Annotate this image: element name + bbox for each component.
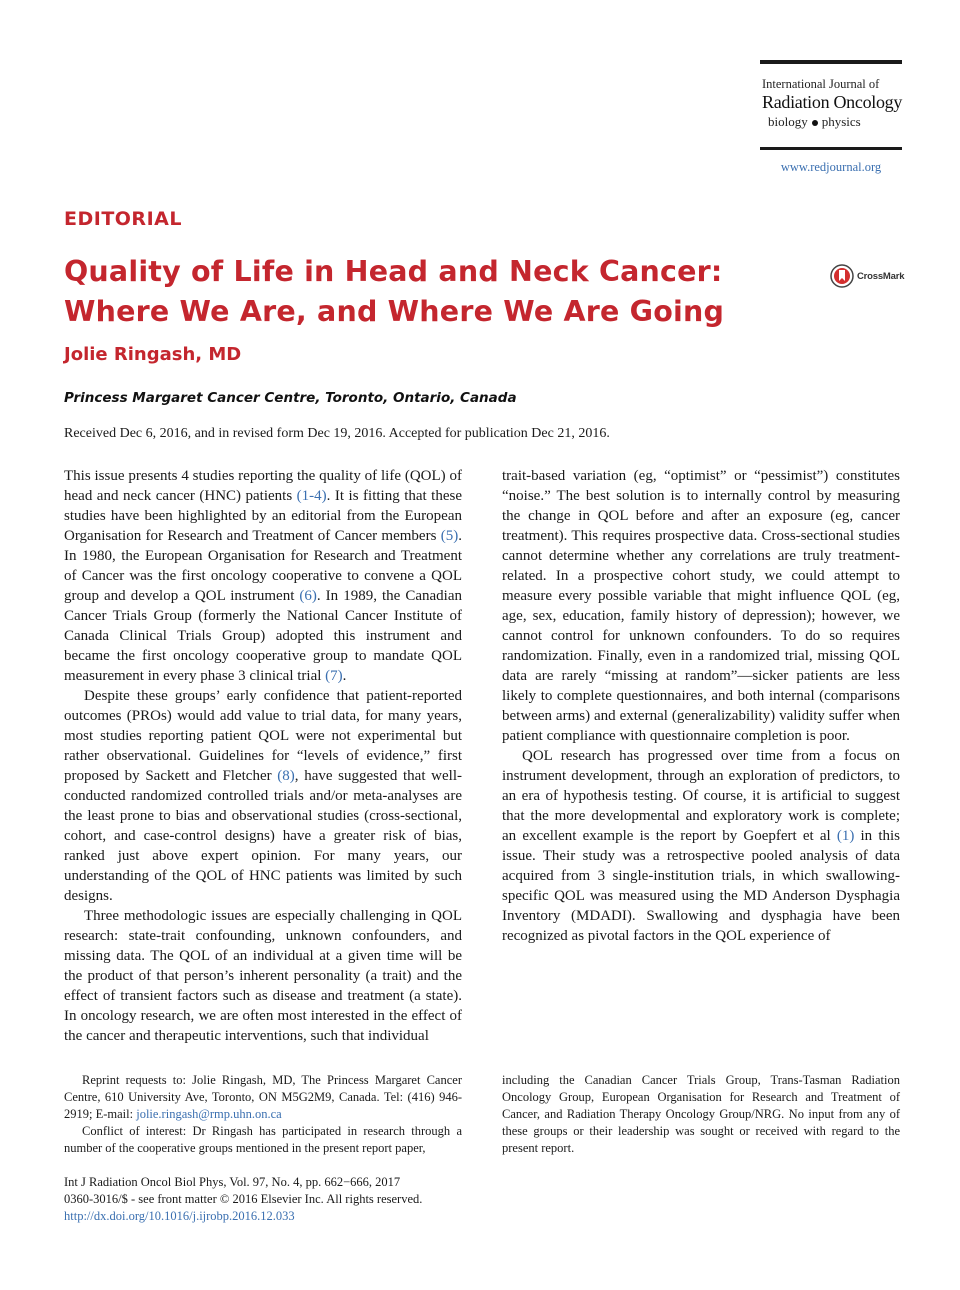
- reference-link[interactable]: (5): [440, 528, 459, 544]
- journal-header-top-rule: [760, 60, 902, 64]
- body-column-left: [64, 466, 462, 1046]
- reprint-text: Reprint requests to: Jolie Ringash, MD, The Princess Margaret Cancer Centre, 610 University Ave, Toronto, ON M5G2M9, Canada. Tel: (416) 946-2919; E-mail:: [64, 1073, 462, 1121]
- reference-link[interactable]: (7): [325, 668, 343, 684]
- body-column-right: [502, 466, 900, 946]
- paragraph-1-text-e: .: [342, 668, 347, 684]
- footnotes-right: [502, 1072, 900, 1157]
- doi-link[interactable]: http://dx.doi.org/10.1016/j.ijrobp.2016.12.033: [64, 1209, 295, 1223]
- journal-logo: [762, 78, 912, 128]
- citation-line: Int J Radiation Oncol Biol Phys, Vol. 97, No. 4, pp. 662−666, 2017: [64, 1175, 401, 1189]
- paragraph-1-text-b: . It is fitting that these studies have been highlighted by an editorial from the European Organisation for Research and Treatment of Cancer members: [64, 488, 462, 544]
- paragraph-2-text-b: , have suggested that well-conducted randomized controlled trials and/or meta-analyses are the least prone to bias and observational studies (cross-sectional, cohort, and case-control designs) have a greater risk of bias, ranked just above expert opinion. For many years, our understanding of the QOL of HNC patients was limited by such designs.: [64, 768, 462, 904]
- footnotes-left: [64, 1072, 462, 1157]
- article-title: Quality of Life in Head and Neck Cancer: Where We Are, and Where We Are Going: [64, 255, 725, 328]
- journal-header-bottom-rule: [760, 147, 902, 150]
- journal-subtitle-physics: physics: [821, 113, 861, 129]
- paragraph-3-part-1: Three methodologic issues are especially challenging in QOL research: state-trait confounding, unknown confounders, and missing data. The QOL of an individual at a given time will be the product of that person’s inherent personality (a trait) and the effect of transient factors such as disease and treatment (a state). In oncology research, we are often most interested in the effect of the cancer and therapeutic interventions, such that individual: [64, 908, 462, 1044]
- paragraph-1-text-d: . In 1989, the Canadian Cancer Trials Group (formerly the National Cancer Institute of Canada Clinical Trials Group) adopted this instrument and became the first oncology cooperative group to mandate QOL measurement in every phase 3 clinical trial: [64, 588, 462, 684]
- paragraph-2: [64, 686, 462, 906]
- paragraph-1: [64, 466, 462, 686]
- paragraph-2-text-a: Despite these groups’ early confidence that patient-reported outcomes (PROs) would add value to trial data, for many years, most studies reporting patient QOL were not experimental but rather observational. Guidelines for “levels of evidence,” first proposed by Sackett and Fletcher: [64, 688, 462, 784]
- reference-link[interactable]: (8): [277, 768, 295, 784]
- journal-name-line3: [762, 115, 912, 128]
- conflict-of-interest-part-1: Conflict of interest: Dr Ringash has participated in research through a number of the cooperative groups mentioned in the present report paper,: [64, 1124, 462, 1155]
- paragraph-4: [502, 746, 900, 946]
- citation-footer: [64, 1174, 484, 1225]
- section-label: EDITORIAL: [64, 208, 182, 230]
- crossmark-label: CrossMark: [857, 270, 905, 282]
- received-dates: Received Dec 6, 2016, and in revised form Dec 19, 2016. Accepted for publication Dec 21, 2016.: [64, 426, 610, 441]
- journal-subtitle-biology: biology: [768, 113, 808, 129]
- crossmark-button[interactable]: [830, 262, 910, 290]
- email-link[interactable]: jolie.ringash@rmp.uhn.on.ca: [136, 1107, 282, 1121]
- paragraph-1-text-a: This issue presents 4 studies reporting the quality of life (QOL) of head and neck cancer (HNC) patients: [64, 468, 462, 504]
- conflict-of-interest-part-2: including the Canadian Cancer Trials Group, Trans-Tasman Radiation Oncology Group, European Organisation for Research and Treatment of Cancer, and Radiation Therapy Oncology Group/NRG. No input from any of these groups or their leadership was sought or received with regard to the present report.: [502, 1073, 900, 1155]
- bullet-icon: [812, 120, 818, 126]
- journal-name-line2: Radiation Oncology: [762, 91, 903, 112]
- reference-link[interactable]: (1-4): [296, 488, 327, 504]
- journal-name-line1: International Journal of: [762, 77, 880, 91]
- reference-link[interactable]: (6): [299, 588, 317, 604]
- reprint-requests: [64, 1072, 462, 1123]
- reference-link[interactable]: (1): [836, 828, 855, 844]
- paragraph-3-part-2: trait-based variation (eg, “optimist” or “pessimist”) constitutes “noise.” The best solution is to internally control by measuring the change in QOL before and after an exposure (eg, cancer treatment). This requires prospective data. Cross-sectional studies cannot determine whether any correlations are truly treatment-related. In a prospective cohort study, we could attempt to measure every possible variable that might influence QOL (eg, age, sex, education, family history of depression); however, we cannot control for unknown confounders. To do so requires randomization. Finally, even in a randomized trial, missing QOL data are rarely “missing at random”—sicker patients are less likely to complete questionnaires, and both internal (comparisons between arms) and external (generalizability) validity suffer when patient compliance with questionnaire completion is poor.: [502, 468, 900, 744]
- paragraph-4-text-b: in this issue. Their study was a retrospective pooled analysis of data acquired from 3 single-institution trials, in which swallowing-specific QOL was measured using the MD Anderson Dysphagia Inventory (MDADI). Swallowing and dysphagia have been recognized as pivotal factors in the QOL experience of: [502, 828, 901, 944]
- author-name: Jolie Ringash, MD: [64, 344, 242, 365]
- journal-url[interactable]: www.redjournal.org: [780, 160, 882, 174]
- paragraph-1-text-c: . In 1980, the European Organisation for Research and Treatment of Cancer was the first oncology cooperative to convene a QOL group and develop a QOL instrument: [64, 528, 462, 604]
- crossmark-icon: [830, 264, 854, 288]
- copyright-line: 0360-3016/$ - see front matter © 2016 Elsevier Inc. All rights reserved.: [64, 1192, 423, 1206]
- author-affiliation: Princess Margaret Cancer Centre, Toronto, Ontario, Canada: [64, 390, 517, 406]
- paragraph-4-text-a: QOL research has progressed over time from a focus on instrument development, through an exploration of predictors, to an era of hypothesis testing. Of course, it is artificial to suggest that the more developmental and exploratory work is complete; an excellent example is the report by Goepfert et al: [502, 748, 900, 844]
